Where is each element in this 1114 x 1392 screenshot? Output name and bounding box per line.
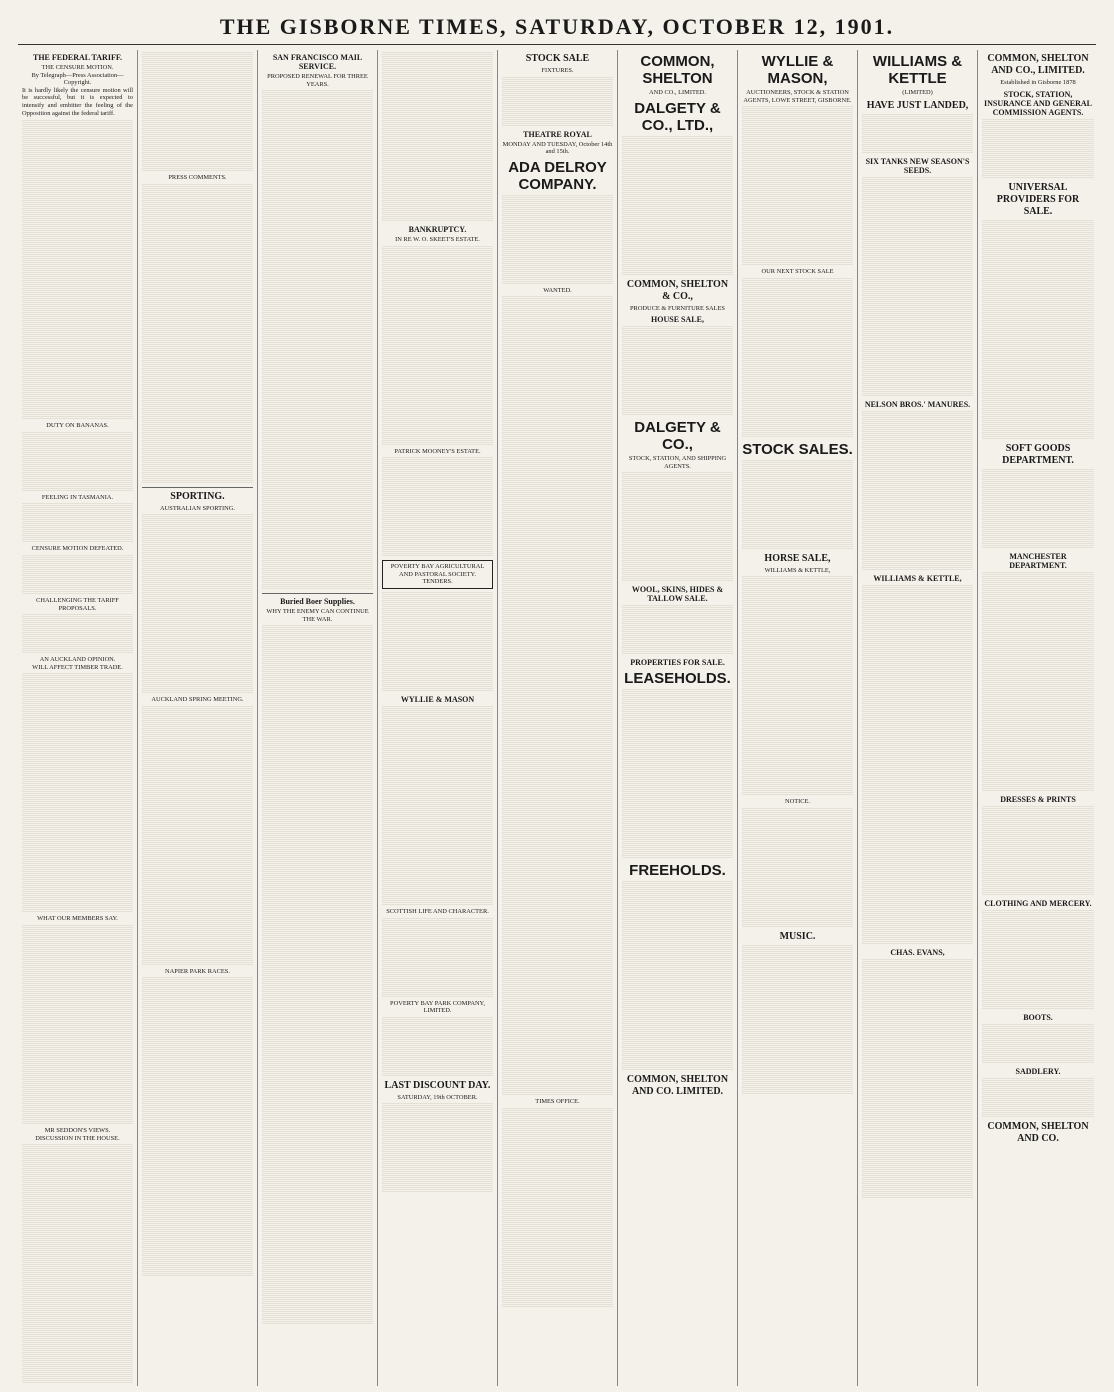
column-7 bbox=[738, 50, 858, 1386]
headline-williams-kettle: WILLIAMS & KETTLE bbox=[872, 53, 963, 87]
notice-title: POVERTY BAY AGRICULTURAL AND PASTORAL SOCIETY. bbox=[390, 563, 485, 578]
race-results bbox=[142, 977, 253, 1277]
headline-discount-day: LAST DISCOUNT DAY. bbox=[384, 1079, 491, 1091]
subhead: WILL AFFECT TIMBER TRADE. bbox=[32, 663, 123, 671]
headline-dalgety: DALGETY & CO., LTD., bbox=[634, 99, 721, 134]
column-5 bbox=[498, 50, 618, 1386]
footer-advert: COMMON, SHELTON AND CO. bbox=[987, 1120, 1089, 1144]
text-block bbox=[382, 1103, 493, 1193]
headline-mail-service: SAN FRANCISCO MAIL SERVICE. bbox=[272, 53, 363, 71]
text-block bbox=[382, 1017, 493, 1077]
subhead: HOUSE SALE, bbox=[651, 315, 704, 325]
headline-williams-kettle-2: WILLIAMS & KETTLE, bbox=[873, 573, 962, 583]
text-block bbox=[22, 1144, 133, 1384]
headline-wool-sale: WOOL, SKINS, HIDES & TALLOW SALE. bbox=[631, 585, 724, 604]
subhead: PRESS COMMENTS. bbox=[168, 174, 227, 181]
headline-universal-providers: UNIVERSAL PROVIDERS FOR SALE. bbox=[996, 181, 1080, 217]
text-block bbox=[22, 673, 133, 913]
text-block bbox=[862, 959, 973, 1199]
subhead: AUCKLAND SPRING MEETING. bbox=[151, 696, 244, 704]
text-block bbox=[382, 918, 493, 998]
text-block bbox=[982, 1078, 1094, 1118]
divider bbox=[262, 593, 373, 594]
text-block bbox=[22, 432, 133, 492]
text-block bbox=[22, 925, 133, 1125]
subhead: CHALLENGING THE TARIFF PROPOSALS. bbox=[36, 596, 119, 612]
text-block bbox=[22, 555, 133, 595]
masthead-rule bbox=[18, 44, 1096, 45]
headline-properties: PROPERTIES FOR SALE. bbox=[630, 658, 725, 668]
subhead: NOTICE. bbox=[784, 798, 811, 806]
headline-company: ADA DELROY COMPANY. bbox=[508, 158, 607, 193]
text-block bbox=[982, 910, 1094, 1010]
subhead: DUTY ON BANANAS. bbox=[46, 422, 109, 430]
subhead: FEELING IN TASMANIA. bbox=[41, 493, 114, 501]
text-block bbox=[382, 246, 493, 446]
headline-soft-goods: SOFT GOODS DEPARTMENT. bbox=[1002, 442, 1074, 466]
text-block bbox=[622, 689, 733, 859]
subhead: AND CO., LIMITED. bbox=[649, 89, 706, 96]
text-block bbox=[382, 457, 493, 557]
headline-leaseholds: LEASEHOLDS. bbox=[624, 670, 731, 688]
subhead: WILLIAMS & KETTLE, bbox=[764, 566, 831, 574]
headline-theatre: THEATRE ROYAL bbox=[523, 129, 592, 139]
text-block bbox=[742, 808, 853, 928]
page-columns bbox=[18, 50, 1098, 1386]
headline-boer-supplies: Buried Boer Supplies. bbox=[280, 597, 355, 607]
classified-ads bbox=[502, 1108, 613, 1308]
column-1 bbox=[18, 50, 138, 1386]
text-block bbox=[382, 592, 493, 692]
text-block bbox=[862, 114, 973, 154]
section-sporting: SPORTING. bbox=[170, 490, 225, 502]
text-block bbox=[622, 472, 733, 582]
headline-wyllie-mason: WYLLIE & MASON, bbox=[761, 53, 834, 87]
notice-box bbox=[382, 560, 493, 589]
text-block bbox=[742, 945, 853, 1095]
text-block bbox=[862, 585, 973, 945]
headline-clothing: CLOTHING AND MERCERY. bbox=[984, 898, 1092, 908]
text-block bbox=[622, 881, 733, 1071]
headline-manchester: MANCHESTER DEPARTMENT. bbox=[1009, 551, 1067, 570]
subhead: MR SEDDON'S VIEWS. bbox=[44, 1126, 111, 1134]
text-block bbox=[502, 195, 613, 285]
subhead: AUSTRALIAN SPORTING. bbox=[160, 504, 235, 512]
text-block bbox=[742, 106, 853, 266]
text-block bbox=[622, 605, 733, 655]
headline-chas-evans: CHAS. EVANS, bbox=[890, 947, 945, 957]
subhead: WHY THE ENEMY CAN CONTINUE THE WAR. bbox=[266, 608, 369, 623]
headline-dresses: DRESSES & PRINTS bbox=[1000, 794, 1076, 804]
subhead: OUR NEXT STOCK SALE bbox=[761, 268, 834, 276]
subhead: POVERTY BAY PARK COMPANY, LIMITED. bbox=[390, 999, 485, 1015]
text-block bbox=[382, 706, 493, 906]
subhead: TIMES OFFICE. bbox=[535, 1098, 580, 1106]
text-block bbox=[982, 1024, 1094, 1064]
subhead: WHAT OUR MEMBERS SAY. bbox=[37, 915, 118, 923]
headline-music: MUSIC. bbox=[779, 930, 816, 942]
article-body: It is hardly likely the censure motion will be successful, but it is expected to intensify and embitter the feeling of the Opposition against the federal tariff. bbox=[22, 86, 133, 117]
text-block bbox=[982, 572, 1094, 792]
headline-just-landed: HAVE JUST LANDED, bbox=[866, 99, 969, 111]
byline: By Telegraph—Press Association—Copyright. bbox=[31, 71, 124, 87]
headline-manures: NELSON BROS.' MANURES. bbox=[864, 399, 971, 409]
text-block bbox=[22, 503, 133, 543]
subhead: SCOTTISH LIFE AND CHARACTER. bbox=[386, 907, 489, 915]
subhead: CENSURE MOTION DEFEATED. bbox=[31, 545, 124, 553]
text-block bbox=[22, 614, 133, 654]
divider bbox=[142, 487, 253, 488]
subhead: PRODUCE & FURNITURE SALES bbox=[630, 304, 725, 312]
subhead: SATURDAY, 19th OCTOBER. bbox=[397, 1093, 478, 1101]
text-block bbox=[982, 469, 1094, 549]
text-block bbox=[22, 120, 133, 420]
subhead: PROPOSED RENEWAL FOR THREE YEARS. bbox=[267, 73, 368, 88]
subhead: AUCTIONEERS, STOCK & STATION AGENTS, LOWE STREET, GISBORNE. bbox=[743, 89, 852, 104]
headline-horse-sale: HORSE SALE, bbox=[764, 552, 831, 564]
notice-subtitle: TENDERS. bbox=[422, 578, 453, 586]
headline-boots: BOOTS. bbox=[1023, 1012, 1053, 1022]
column-4 bbox=[378, 50, 498, 1386]
advert-wyllie-mason: WYLLIE & MASON bbox=[400, 694, 475, 704]
headline-agents: STOCK, STATION, INSURANCE AND GENERAL COMMISSION AGENTS. bbox=[983, 89, 1092, 117]
subhead: IN RE W. O. SKEET'S ESTATE. bbox=[395, 236, 480, 243]
headline-freeholds: FREEHOLDS. bbox=[629, 862, 726, 880]
established-note: Established in Gisborne 1878 bbox=[1000, 79, 1076, 86]
column-8 bbox=[858, 50, 978, 1386]
text-block bbox=[742, 278, 853, 438]
text-block bbox=[502, 77, 613, 127]
subhead: NAPIER PARK RACES. bbox=[165, 967, 230, 975]
subhead: STOCK, STATION, AND SHIPPING AGENTS. bbox=[628, 455, 727, 470]
text-block bbox=[982, 806, 1094, 896]
subhead-censure-motion: THE CENSURE MOTION. bbox=[41, 64, 114, 71]
text-block bbox=[142, 184, 253, 484]
headline-saddlery: SADDLERY. bbox=[1015, 1066, 1061, 1076]
text-block bbox=[622, 326, 733, 416]
text-block bbox=[862, 177, 973, 397]
subhead: PATRICK MOONEY'S ESTATE. bbox=[394, 447, 481, 455]
headline-stock-sale: STOCK SALE bbox=[525, 53, 590, 64]
text-block bbox=[982, 220, 1094, 440]
text-block bbox=[862, 411, 973, 571]
subhead: (LIMITED) bbox=[902, 89, 933, 96]
headline-dalgety-2: DALGETY & CO., bbox=[634, 419, 721, 454]
text-block bbox=[742, 460, 853, 550]
headline-seeds: SIX TANKS NEW SEASON'S SEEDS. bbox=[865, 156, 970, 175]
headline-common-shelton: COMMON, SHELTON bbox=[640, 53, 715, 87]
column-9 bbox=[978, 50, 1098, 1386]
text-block bbox=[622, 136, 733, 276]
subhead: FIXTURES. bbox=[541, 67, 574, 74]
subhead: DISCUSSION IN THE HOUSE. bbox=[35, 1134, 120, 1142]
text-block bbox=[262, 625, 373, 1325]
text-block bbox=[382, 52, 493, 222]
headline-bankruptcy: BANKRUPTCY. bbox=[408, 225, 467, 234]
footer-advert: COMMON, SHELTON AND CO. LIMITED. bbox=[626, 1074, 729, 1098]
classified-ads bbox=[502, 296, 613, 1096]
text-block bbox=[982, 119, 1094, 179]
masthead bbox=[0, 0, 1114, 40]
text-block bbox=[742, 576, 853, 796]
headline-common-shelton-2: COMMON, SHELTON & CO., bbox=[626, 278, 729, 302]
headline-common-shelton-3: COMMON, SHELTON AND CO., LIMITED. bbox=[987, 53, 1089, 76]
column-2 bbox=[138, 50, 258, 1386]
headline-stock-sales: STOCK SALES. bbox=[742, 440, 853, 458]
theatre-dates: MONDAY AND TUESDAY, October 14th and 15th. bbox=[502, 140, 613, 156]
column-6 bbox=[618, 50, 738, 1386]
text-block bbox=[142, 52, 253, 172]
text-block bbox=[142, 514, 253, 694]
race-results bbox=[142, 706, 253, 966]
subhead: AN AUCKLAND OPINION. bbox=[39, 656, 116, 664]
column-3 bbox=[258, 50, 378, 1386]
newspaper-title: THE GISBORNE TIMES, SATURDAY, OCTOBER 12, 1901. bbox=[219, 14, 895, 39]
text-block bbox=[262, 90, 373, 590]
headline-federal-tariff: THE FEDERAL TARIFF. bbox=[33, 53, 122, 62]
subhead: WANTED. bbox=[543, 286, 572, 294]
